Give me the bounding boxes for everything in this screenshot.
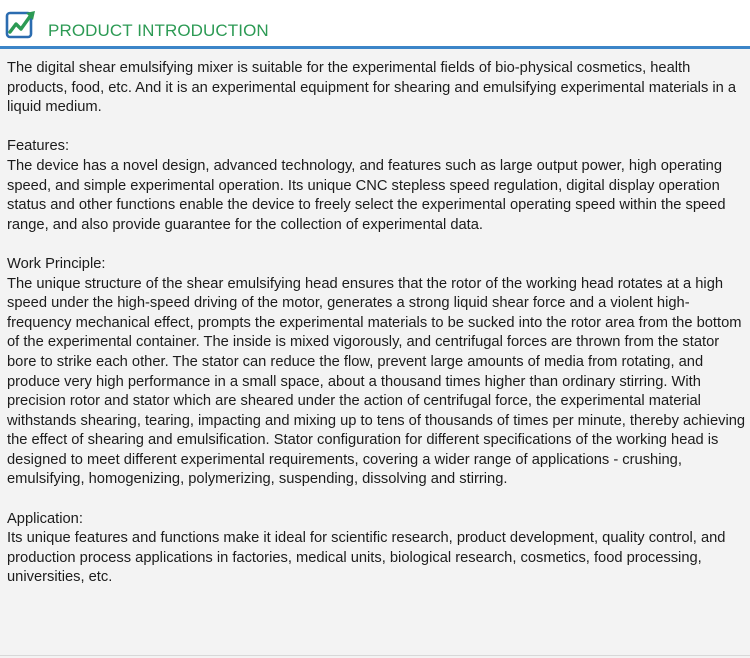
product-description [7, 59, 747, 608]
logo-box-arrow-icon [5, 8, 37, 40]
application-heading: Application: [7, 510, 83, 527]
work-principle-heading: Work Principle: [7, 255, 106, 272]
work-principle-section [7, 255, 747, 490]
header [0, 0, 750, 46]
work-principle-text: The unique structure of the shear emulsifying head ensures that the rotor of the working head rotates at a high speed under the high-speed driving of the motor, generates a strong liquid shear force and a violent high-frequency mechanical effect, prompts the experimental materials to be sucked into the rotor area from the bottom of the experimental container. The inside is mixed vigorously, and centrifugal forces are thrown from the stator bore to strike each other. The stator can reduce the flow, prevent large amounts of media from rotating, and produce very high performance in a small space, about a thousand times higher than ordinary stirring. With precision rotor and stator which are sheared under the action of centrifugal force, the experimental material withstands shearing, tearing, impacting and mixing up to tens of thousands of times per minute, thereby achieving the effect of shearing and emulsification. Stator configuration for different specifications of the working head is designed to meet different experimental requirements, covering a wider range of applications - crushing, emulsifying, homogenizing, polymerizing, suspending, dissolving and stirring. [7, 275, 746, 488]
application-section [7, 510, 747, 588]
intro-paragraph: The digital shear emulsifying mixer is suitable for the experimental fields of bio-physical cosmetics, health products, food, etc. And it is an experimental equipment for shearing and emulsifying experimental materials in a liquid medium. [7, 60, 737, 116]
header-divider [0, 46, 750, 49]
features-text: The device has a novel design, advanced technology, and features such as large output power, high operating speed, and simple experimental operation. Its unique CNC stepless speed regulation, digital display operation status and other functions enable the device to freely select the experimental operating speed within the speed range, and also provide guarantee for the collection of experimental data. [7, 157, 726, 233]
features-section [7, 137, 747, 235]
features-heading: Features: [7, 138, 70, 155]
bottom-divider [0, 655, 750, 656]
application-text: Its unique features and functions make it ideal for scientific research, product development, quality control, and production process applications in factories, medical units, biological research, cosmetics, food processing, universities, etc. [7, 530, 726, 586]
page-title: PRODUCT INTRODUCTION [48, 21, 269, 40]
